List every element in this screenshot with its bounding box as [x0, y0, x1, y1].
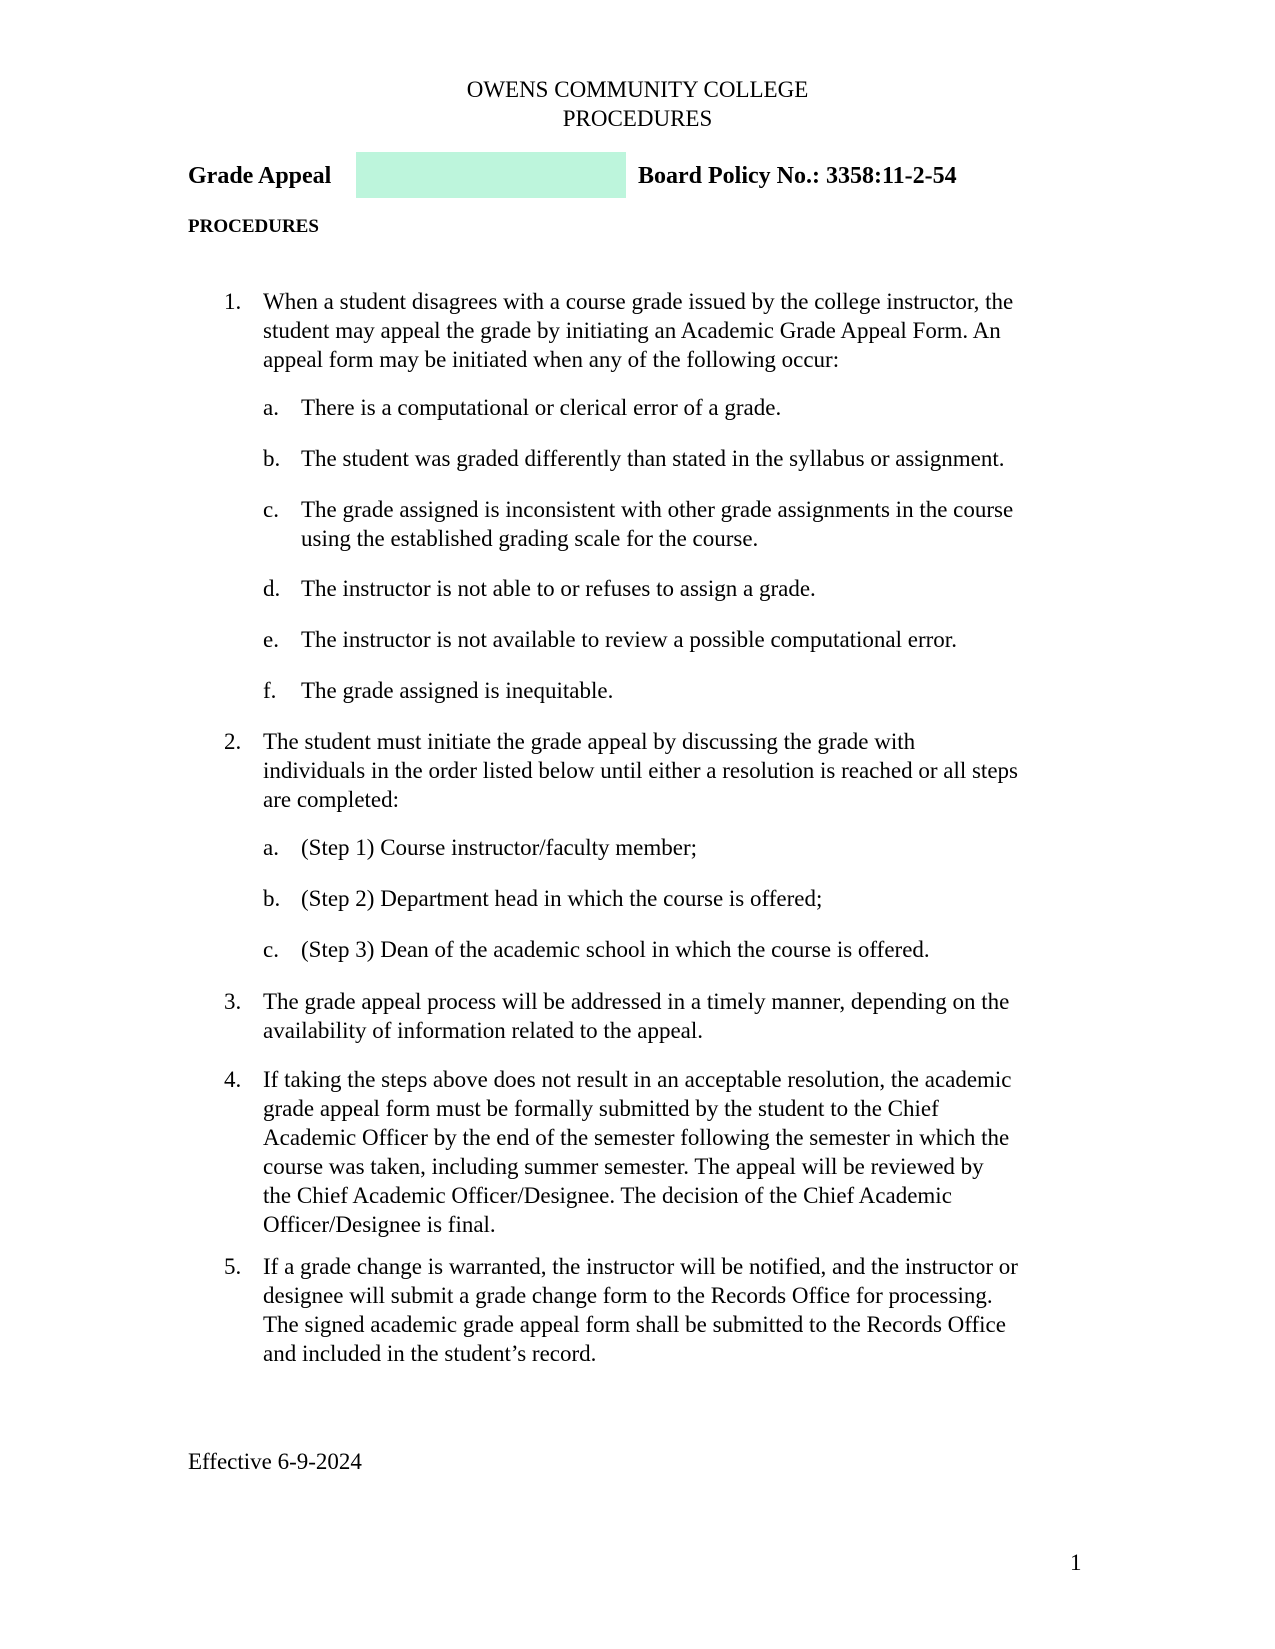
board-policy-number: Board Policy No.: 3358:11-2-54 — [638, 163, 957, 189]
sub-item-text: (Step 1) Course instructor/faculty member; — [301, 835, 698, 860]
sub-item-text: The instructor is not available to review a possible computational error. — [301, 627, 957, 652]
redaction-block — [356, 152, 626, 198]
institution-name: OWENS COMMUNITY COLLEGE — [466, 77, 809, 102]
document-type: PROCEDURES — [562, 106, 713, 131]
sub-item-text: (Step 3) Dean of the academic school in which the course is offered. — [301, 937, 930, 962]
sub-item-text: The instructor is not able to or refuses to assign a grade. — [301, 576, 816, 601]
sub-item-letter: e. — [263, 627, 279, 652]
sub-item-text: The grade assigned is inconsistent with other grade assignments in the course using the established grading scale for the course. — [301, 497, 1014, 551]
sub-item-letter: a. — [263, 835, 279, 860]
title-row — [188, 152, 1088, 198]
sub-item-letter: b. — [263, 886, 281, 911]
list-item-number: 3. — [224, 989, 242, 1014]
list-item-number: 4. — [224, 1067, 242, 1092]
section-heading: PROCEDURES — [188, 216, 319, 237]
page-number: 1 — [1070, 1550, 1082, 1575]
list-item-number: 2. — [224, 729, 242, 754]
sub-item-letter: c. — [263, 937, 279, 962]
sub-item-text: (Step 2) Department head in which the course is offered; — [301, 886, 823, 911]
sub-item-letter: f. — [263, 678, 277, 703]
sub-item-text: There is a computational or clerical error of a grade. — [301, 395, 782, 420]
document-title: Grade Appeal — [188, 163, 332, 189]
sub-item-letter: a. — [263, 395, 279, 420]
sub-item-letter: c. — [263, 497, 279, 522]
sub-item-letter: b. — [263, 446, 281, 471]
list-item-number: 5. — [224, 1254, 242, 1279]
sub-item-text: The grade assigned is inequitable. — [301, 678, 614, 703]
list-item-text: The student must initiate the grade appeal by discussing the grade with individuals in the order listed below until either a resolution is reached or all steps are completed: — [263, 729, 1018, 812]
list-item-text: If a grade change is warranted, the instructor will be notified, and the instructor or designee will submit a grade change form to the Records Office for processing. The signed academic grade appeal form shall be submitted to the Records Office and included in the student’s record. — [263, 1254, 1018, 1366]
list-item-text: If taking the steps above does not result in an acceptable resolution, the academic grade appeal form must be formally submitted by the student to the Chief Academic Officer by the end of the semester following the semester in which the course was taken, including summer semester. The appeal will be reviewed by the Chief Academic Officer/Designee. The decision of the Chief Academic Officer/Designee is final. — [263, 1067, 1012, 1237]
list-item-number: 1. — [224, 289, 242, 314]
sub-item-text: The student was graded differently than stated in the syllabus or assignment. — [301, 446, 1005, 471]
effective-date: Effective 6-9-2024 — [188, 1449, 362, 1474]
list-item-text: The grade appeal process will be addressed in a timely manner, depending on the availability of information related to the appeal. — [263, 989, 1010, 1043]
list-item-text: When a student disagrees with a course grade issued by the college instructor, the student may appeal the grade by initiating an Academic Grade Appeal Form. An appeal form may be initiated when any of the following occur: — [263, 289, 1014, 372]
sub-item-letter: d. — [263, 576, 281, 601]
